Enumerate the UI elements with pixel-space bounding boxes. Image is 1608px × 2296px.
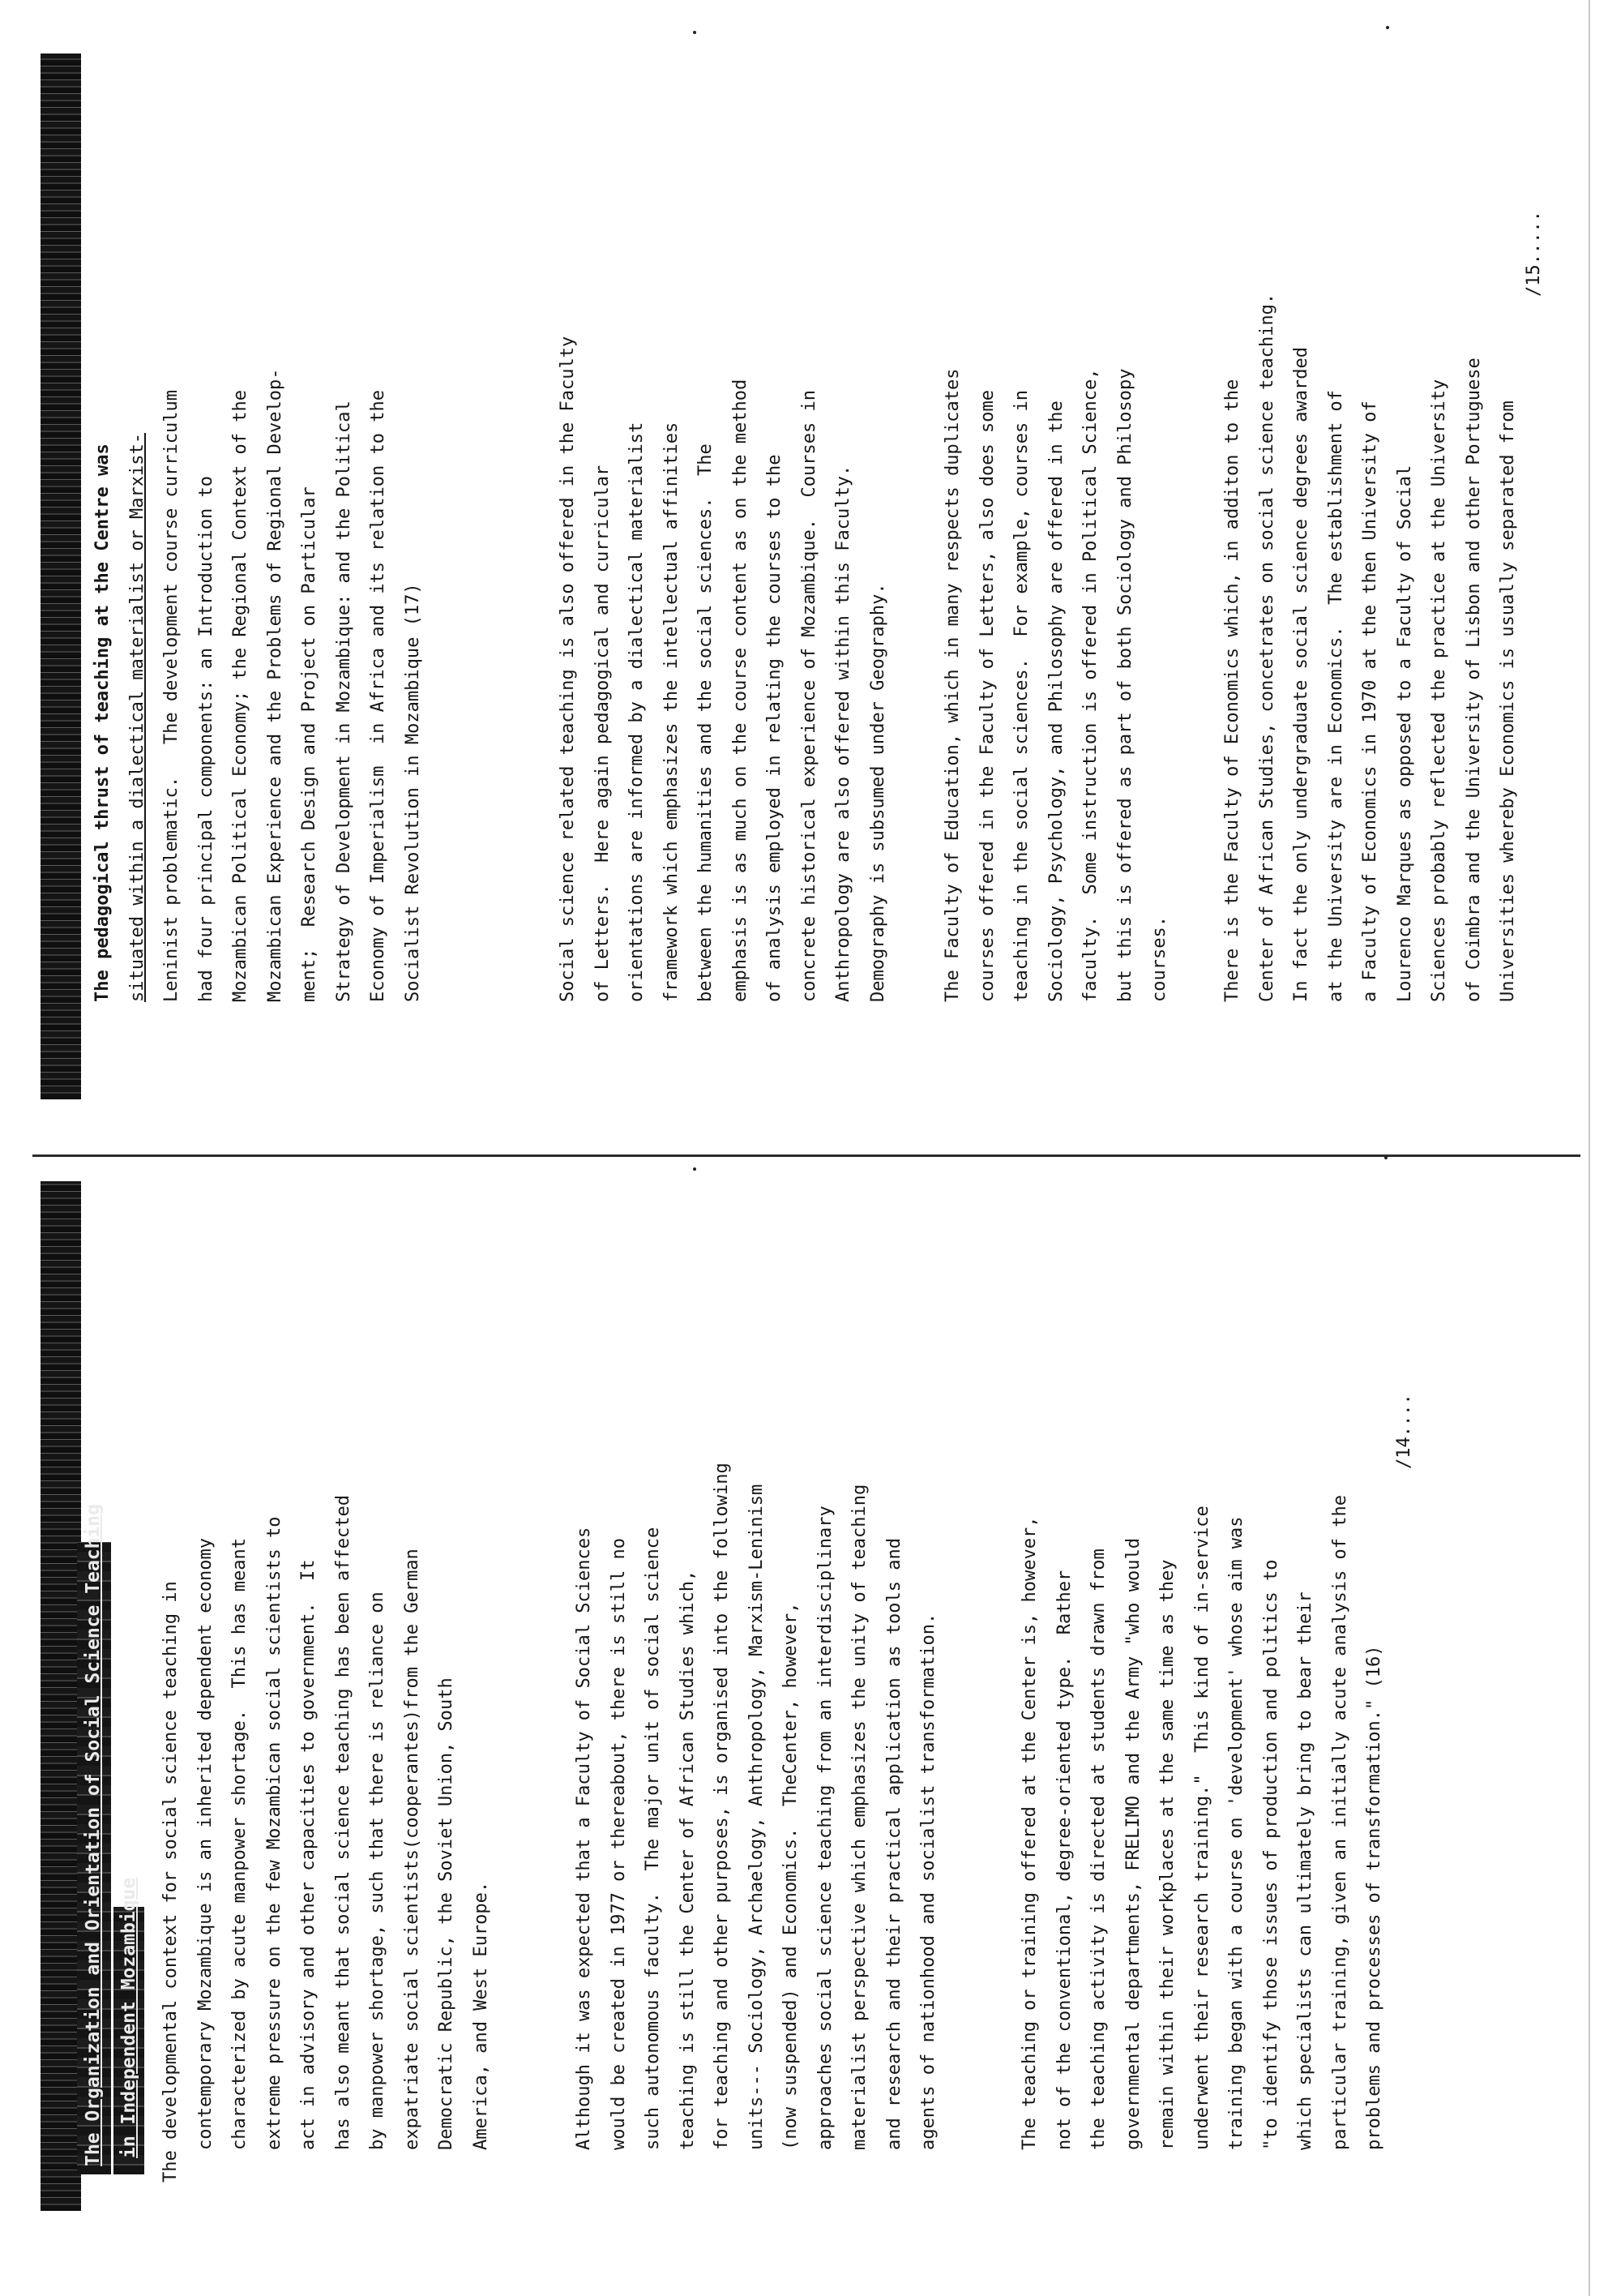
text-line: Leninist problematic. The development course curriculum	[161, 390, 182, 1002]
text-line: Universities whereby Economics is usually separated from	[1498, 401, 1518, 1002]
text-line: faculty. Some instruction is offered in Political Science,	[1080, 368, 1101, 1002]
text-line: Democratic Republic, the Soviet Union, South	[436, 1677, 456, 2150]
text-line: of Letters. Here again pedagogical and curricular	[592, 465, 613, 1002]
text-line: which specialists can ultimately bring to bear their	[1295, 1591, 1315, 2150]
text-line: Socialist Revolution in Mozambique (17)	[402, 583, 423, 1002]
text-line: materialist perspective which emphasizes the unity of teaching	[849, 1484, 870, 2150]
text-line: not of the conventional, degree-oriented type. Rather	[1054, 1570, 1075, 2150]
text-line: Strategy of Development in Mozambique: and the Political	[333, 401, 354, 1002]
text-line: Lourenco Marques as opposed to a Faculty of Social	[1394, 465, 1415, 1002]
text-line: between the humanities and the social sciences. The	[695, 443, 716, 1002]
text-line: ment; Research Design and Project on Particular	[299, 486, 319, 1002]
text-line: by manpower shortage, such that there is reliance on	[367, 1591, 387, 2150]
paragraph	[1216, 293, 1526, 1002]
text-line: America, and West Europe.	[470, 1881, 491, 2150]
text-line: the teaching activity is directed at students drawn from	[1088, 1549, 1109, 2150]
text-line: concrete historical experience of Mozambique. Courses in	[798, 390, 819, 1002]
text-line: units--- Sociology, Archaelogy, Anthropology, Marxism-Leninism	[746, 1484, 767, 2150]
text-line: has also meant that social science teaching has been affected	[332, 1495, 353, 2150]
scan-speck	[1384, 1156, 1388, 1159]
text-line: framework which emphasizes the intellectual affinities	[661, 422, 682, 1002]
text-line: for teaching and other purposes, is organised into the following	[712, 1463, 732, 2150]
text-line: had four principal components: an Introduction to	[195, 475, 216, 1002]
text-line: The Faculty of Education, which in many respects duplicates	[943, 368, 963, 1002]
text-line: Economy of Imperialism in Africa and its relation to the	[368, 390, 388, 1002]
paragraph	[86, 369, 430, 1002]
text-line: (now suspended) and Economics. TheCenter, however,	[780, 1602, 801, 2150]
text-line: In fact the only undergraduate social science degrees awarded	[1291, 347, 1311, 1002]
text-line: Sociology, Psychology, and Philosophy are offered in the	[1046, 401, 1067, 1002]
text-line: Center of African Studies, concetrates on social science teaching.	[1256, 293, 1277, 1002]
text-line: teaching is still the Center of African Studies which,	[677, 1570, 698, 2150]
text-line: remain within their workplaces at the same time as they	[1157, 1559, 1178, 2150]
text-line: problems and processes of transformation." (16)	[1364, 1645, 1384, 2150]
text-line: The developmental context for social science teaching in	[160, 1581, 181, 2182]
text-line: Social science related teaching is also offered in the Faculty	[558, 336, 578, 1002]
text-line: at the University are in Economics. The establishment of	[1325, 390, 1346, 1002]
scan-shadow-bar	[41, 1181, 81, 2211]
text-line: Anthropology are also offered within this Faculty.	[833, 465, 853, 1002]
text-line: act in advisory and other capacities to government. It	[298, 1559, 319, 2150]
text-line: The pedagogical thrust of teaching at the Centre was	[92, 443, 113, 1002]
text-line: would be created in 1977 or thereabout, there is still no	[608, 1538, 629, 2150]
text-line: courses offered in the Faculty of Letters, also does some	[977, 390, 998, 1002]
paragraph	[567, 1463, 947, 2182]
paragraph	[154, 1495, 498, 2182]
section-heading-line1: The Organization and Orientation of Social Science Teaching	[83, 1504, 104, 2166]
text-line: a Faculty of Economics in 1970 at the then University of	[1360, 401, 1380, 1002]
text-line: governmental departments, FRELIMO and the Army "who would	[1123, 1538, 1144, 2150]
paragraph	[936, 369, 1178, 1002]
text-line: courses.	[1149, 916, 1170, 1002]
scan-speck	[1386, 26, 1389, 29]
scan-speck	[693, 31, 696, 34]
scan-speck	[693, 1167, 696, 1171]
text-line: contemporary Mozambique is an inherited dependent economy	[195, 1538, 216, 2150]
text-line: teaching in the social sciences. For example, courses in	[1011, 390, 1032, 1002]
text-line: Although it was expected that a Faculty of Social Sciences	[574, 1527, 594, 2150]
left-page	[0, 1148, 1608, 2296]
text-line: The teaching or training offered at the Center is, however,	[1020, 1516, 1040, 2150]
text-line: Mozambican Political Economy; the Regional Context of the	[230, 390, 250, 1002]
text-line: of analysis employed in relating the courses to the	[764, 454, 785, 1002]
text-line: characterized by acute manpower shortage. This has meant	[229, 1538, 250, 2150]
text-line: such autonomous faculty. The major unit of social science	[643, 1527, 663, 2150]
text-line: extreme pressure on the few Mozambican social scientists to	[263, 1516, 284, 2150]
text-line: There is the Faculty of Economics which, in additon to the	[1222, 379, 1242, 1002]
text-line: agents of nationhood and socialist transformation.	[918, 1613, 939, 2150]
text-line: "to identify those issues of production and politics to	[1260, 1559, 1281, 2150]
scan-shadow-bar	[41, 54, 81, 1099]
text-line: approaches social science teaching from an interdisciplinary	[815, 1506, 836, 2150]
paragraph	[1013, 1495, 1392, 2182]
text-line: training began with a course on 'development' whose aim was	[1226, 1516, 1247, 2150]
text-line: situated within a dialectical materialist or Marxist-	[126, 433, 148, 1002]
text-line: Mozambican Experience and the Problems of Regional Develop-	[264, 368, 285, 1002]
text-line: and research and their practical application as tools and	[883, 1538, 904, 2150]
text-line: emphasis is as much on the course content as on the method	[729, 379, 751, 1002]
page-continuation-marker: /14....	[1394, 1394, 1414, 1469]
text-line: underwent their research training." This kind of in-service	[1191, 1506, 1212, 2150]
text-line: particular training, given an initially acute analysis of the	[1329, 1495, 1350, 2150]
page-gutter	[32, 1154, 1580, 1157]
section-heading-line2: in Independent Mozambique	[118, 1877, 139, 2158]
text-line: Demography is subsumed under Geography.	[867, 583, 888, 1002]
page-continuation-marker: /15.....	[1524, 211, 1544, 297]
text-line: of Coimbra and the University of Lisbon and other Portuguese	[1463, 358, 1484, 1002]
text-line: Sciences probably reflected the practice at the University	[1429, 379, 1449, 1002]
scan-bottom-edge	[1589, 0, 1590, 2296]
paragraph	[551, 336, 896, 1002]
text-line: expatriate social scientists(cooperantes)from the German	[401, 1549, 422, 2150]
text-line: but this is offered as part of both Sociology and Philosopy	[1114, 368, 1135, 1002]
text-line: orientations are informed by a dialectical materialist	[627, 422, 647, 1002]
